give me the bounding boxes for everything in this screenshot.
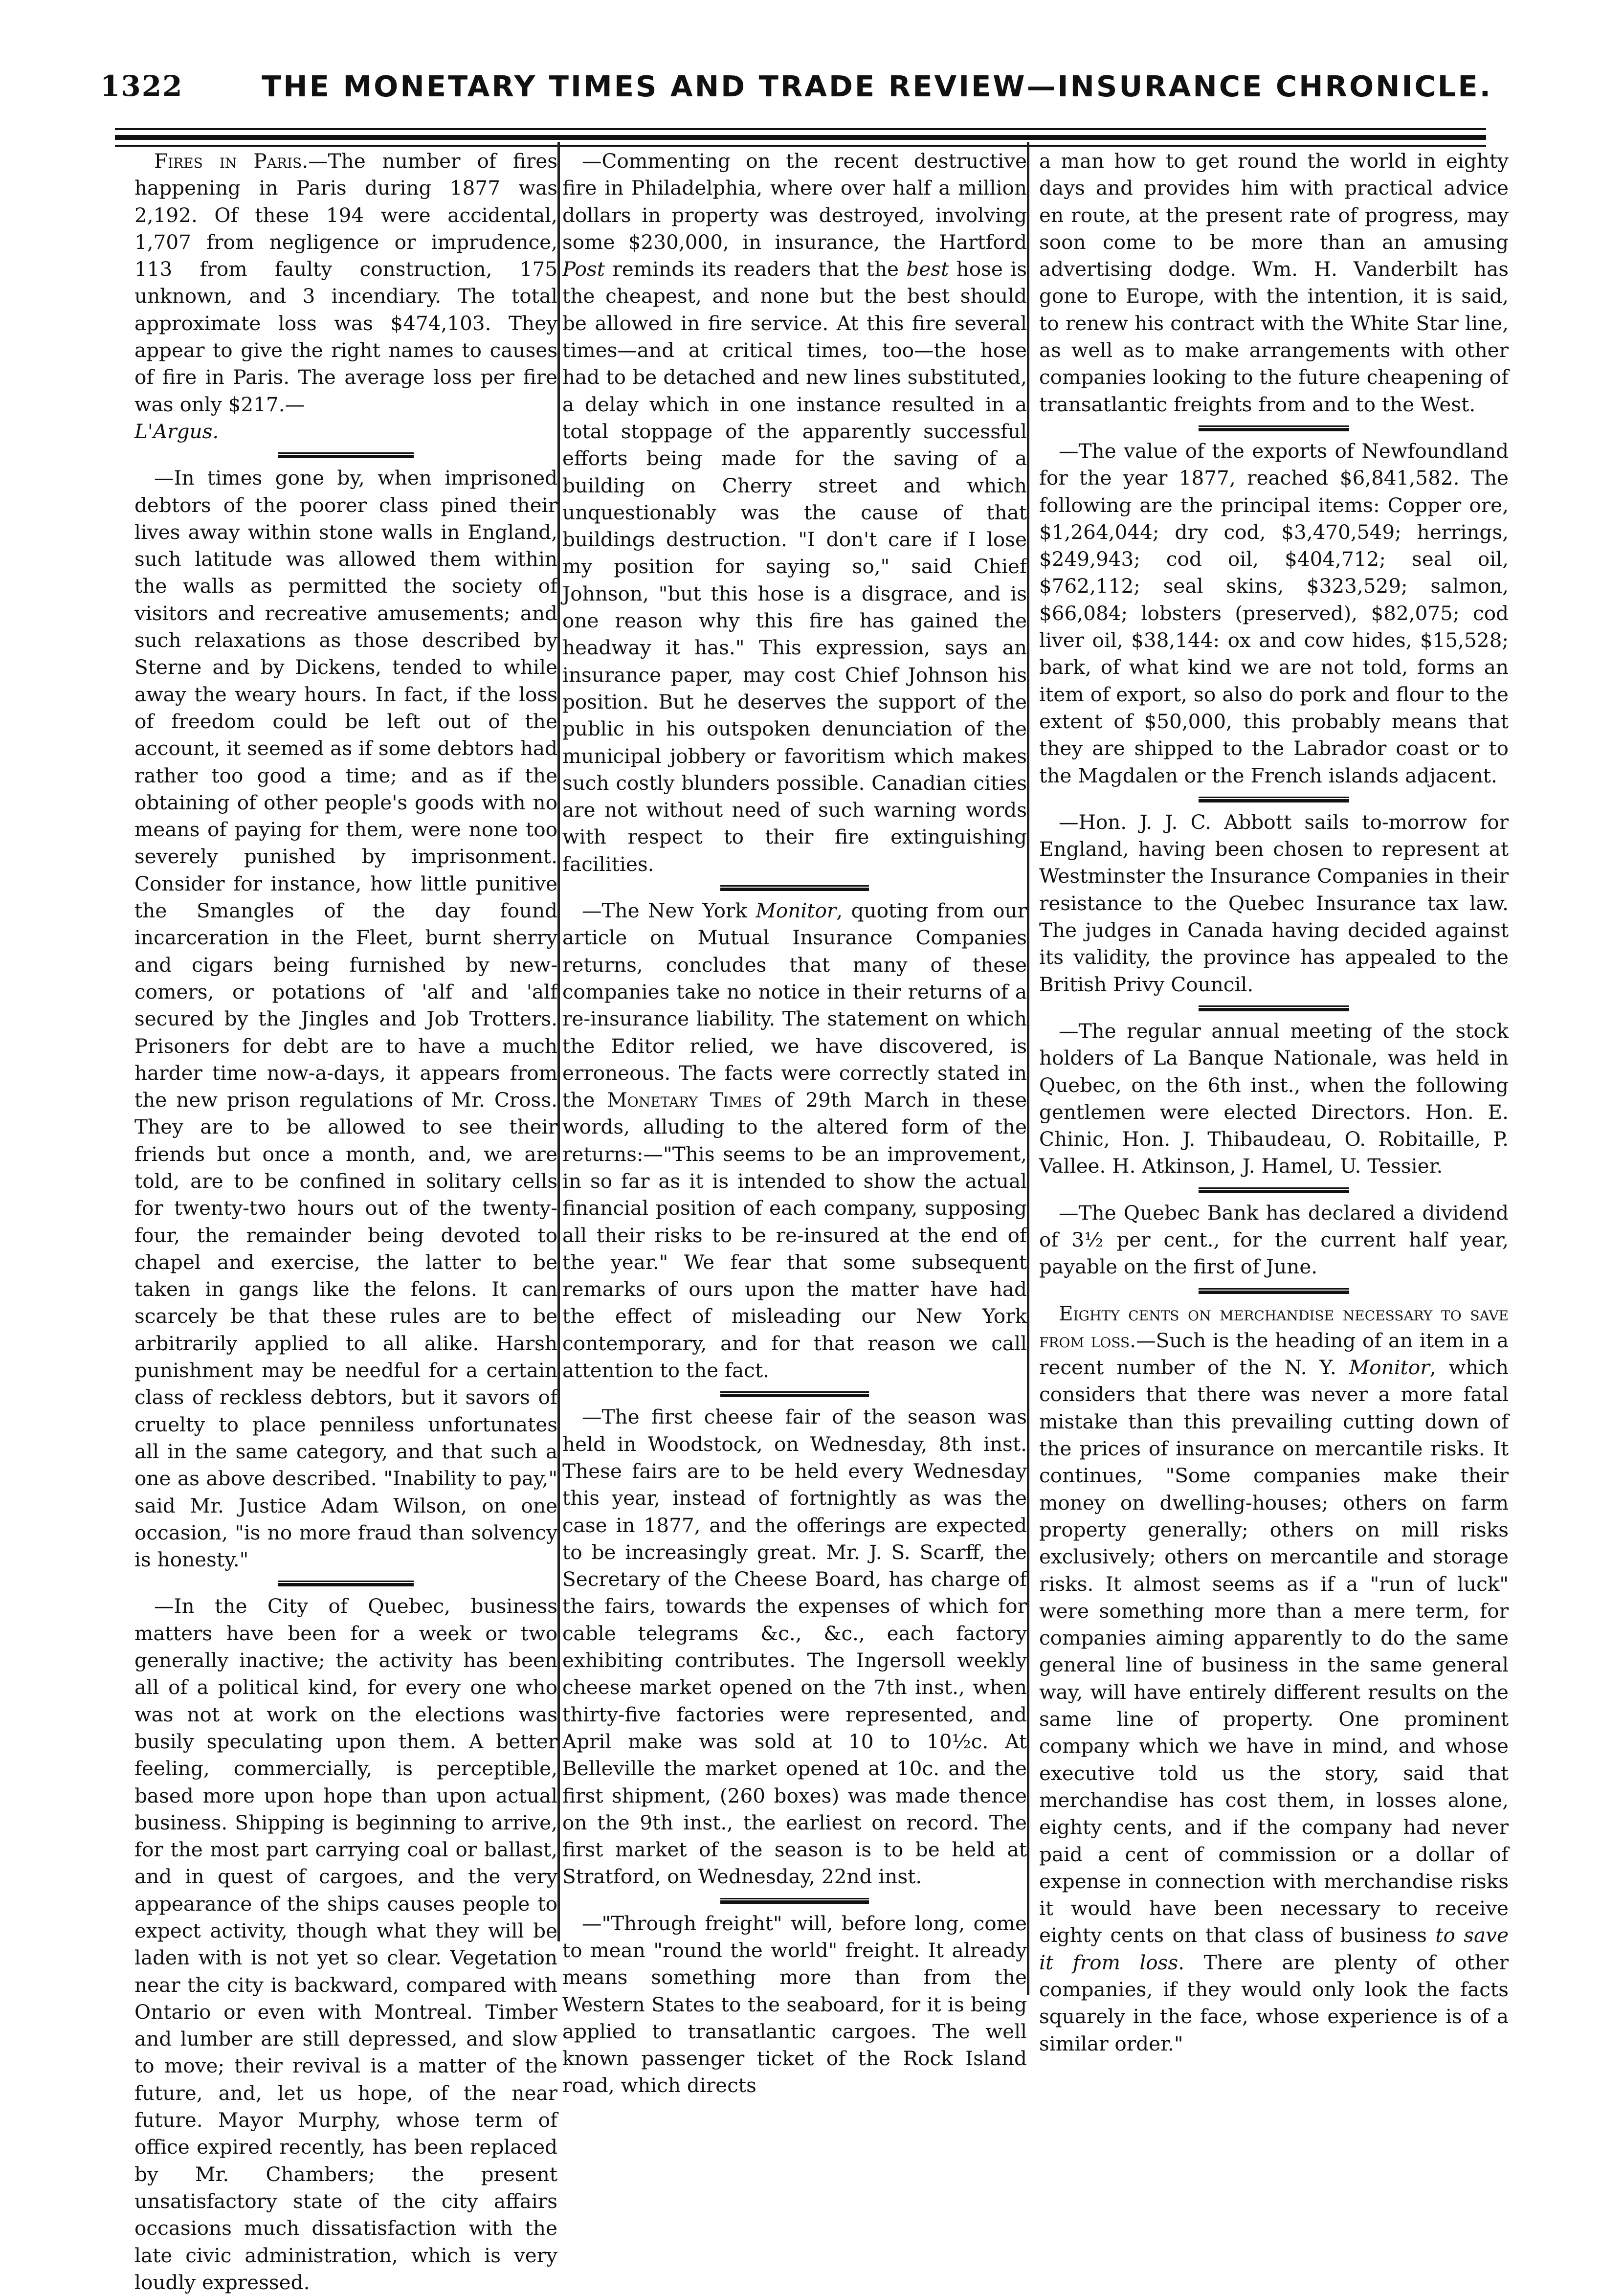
- column-divider: [1027, 142, 1029, 1995]
- article-city-of-quebec: —In the City of Quebec, business matters have been for a week or two generally inactive; the activity has been all of a political kind, for every one who was not at work on the elections was busily speculating upon them. A better feeling, commercially, is perceptible, based more upon hope than upon actual business. Shipping is beginning to arrive, for the most part carrying coal or ballast, and in quest of cargoes, and the very appearance of the ships causes people to expect activity, though what they will be laden with is not yet so clear. Vegetation near the city is backward, compared with Ontario or even with Montreal. Timber and lumber are still depressed, and slow to move; their revival is a matter of the future, and, let us hope, of the near future. Mayor Murphy, whose term of office expired recently, has been replaced by Mr. Chambers; the present unsatisfactory state of the city affairs occasions much dissatisfaction with the late civic administration, which is very loudly expressed.: [134, 1594, 557, 2294]
- article-abbott: —Hon. J. J. C. Abbott sails to-morrow for England, having been chosen to represent at Westminster the Insurance Companies in their resistance to the Quebec Insurance tax law. The judges in Canada having decided against its validity, the province has appealed to the British Privy Council.: [1039, 810, 1509, 996]
- article-new-york-monitor: [562, 897, 1027, 1384]
- article-text: of 29th March in these words, alluding to the altered form of the returns:—"This seems to be an improvement, in so far as it is intended to show the actual financial position of each company, supposing all their risks to be re-insured at the end of the year." We fear that some subsequent remarks of ours upon the matter have had the effect of misleading our New York contemporary, and for that reason we call attention to the fact.: [562, 1088, 1027, 1382]
- article-body: —The number of fires happening in Paris during 1877 was 2,192. Of these 194 were accidental, 1,707 from negligence or imprudence, 113 from faulty construction, 175 unknown, and 3 incendiary. The total approximate loss was $474,103. They appear to give the right names to causes of fire in Paris. The average loss per fire was only $217.—: [134, 149, 558, 416]
- article-newfoundland-exports: —The value of the exports of Newfoundland for the year 1877, reached $6,841,582. The following are the principal items: Copper ore, $1,264,044; dry cod, $3,470,549; herrings, $249,943; cod oil, $404,712; seal oil, $762,112; seal skins, $323,529; salmon, $66,084; lobsters (preserved), $82,075; cod liver oil, $38,144: ox and cow hides, $15,528; bark, of what kind we are not told, forms an item of export, so also do pork and flour to the extent of $50,000, this probably means that they are shipped to the Labrador coast or to the Magdalen or the French islands adjacent.: [1039, 439, 1509, 787]
- page-number: 1322: [100, 69, 183, 103]
- header-rule: [115, 135, 1486, 140]
- article-separator: [562, 1384, 1027, 1404]
- article-text-italic: to save it from loss: [1039, 1923, 1509, 1974]
- article-separator: [1039, 789, 1509, 809]
- article-separator: [1039, 1180, 1509, 1200]
- article-separator: [562, 1891, 1027, 1910]
- column-divider: [557, 142, 560, 1941]
- article-separator: [1039, 998, 1509, 1018]
- article-text: reminds its readers that the: [605, 257, 907, 281]
- column-2: [562, 148, 1027, 2099]
- journal-title: THE MONETARY TIMES AND TRADE REVIEW—INSURANCE CHRONICLE.: [262, 69, 1493, 103]
- article-text: —Such is the heading of an item in a recent number of the N. Y.: [1039, 1328, 1509, 1380]
- article-text: —Commenting on the recent destructive fire in Philadelphia, where over half a million dollars in property was destroyed, involving some $230,000, in insurance, the Hartford: [562, 149, 1027, 254]
- article-text-smallcaps: Monetary Times: [607, 1088, 762, 1112]
- article-separator: [134, 445, 557, 465]
- column-1: [134, 148, 557, 2296]
- header-rule: [115, 128, 1486, 130]
- article-text: , which considers that there was never a more fatal mistake than this prevailing cutting down of the prices of insurance on mercantile risks. It continues, "Some companies make their money on dwelling-houses; others on farm property generally; others on mill risks exclusively; others on mercantile and storage risks. It almost seems as if a "run of luck" were something more than a mere term, for companies aiming apparently to do the same general line of business in the same general way, will have entirely different results on the same line of property. One prominent company which we have in mind, and whose executive told us the story, said that merchandise has cost them, in losses alone, eighty cents, and if the company had never paid a cent of commission or a dollar of expense in connection with merchandise risks it would have been necessary to receive eighty cents on that class of business: [1039, 1356, 1509, 1947]
- article-imprisoned-debtors: —In times gone by, when imprisoned debtors of the poorer class pined their lives away within stone walls in England, such latitude was allowed them within the walls as permitted the society of visitors and recreative amusements; and such relaxations as those described by Sterne and by Dickens, tended to while away the weary hours. In fact, if the loss of freedom could be left out of the account, it seemed as if some debtors had rather too good a time; and as if the obtaining of other people's goods with no means of paying for them, were none too severely punished by imprisonment. Consider for instance, how little punitive the Smangles of the day found incarceration in the Fleet, burnt sherry and cigars being furnished by new-comers, or potations of 'alf and 'alf secured by the Jingles and Job Trotters. Prisoners for debt are to have a much harder time now-a-days, it appears from the new prison regulations of Mr. Cross. They are to be allowed to see their friends but once a month, and, we are told, are to be confined in solitary cells for twenty-two hours out of the twenty-four, the remainder being devoted to chapel and exercise, the latter to be taken in gangs like the felons. It can scarcely be that these rules are to be arbitrarily applied to all alike. Harsh punishment may be needful for a certain class of reckless debtors, but it savors of cruelty to place penniless unfortunates all in the same category, and that such a one as above described. "Inability to pay," said Mr. Justice Adam Wilson, on one occasion, "is no more fraud than solvency is honesty.": [134, 466, 557, 1572]
- article-cheese-fair: —The first cheese fair of the season was held in Woodstock, on Wednesday, 8th inst. These fairs are to be held every Wednesday this year, instead of fortnightly as was the case in 1877, and the offerings are expected to be increasingly great. Mr. J. S. Scarff, the Secretary of the Cheese Board, has charge of the fairs, towards the expenses of which for cable telegrams &c., &c., each factory exhibiting contributes. The Ingersoll weekly cheese market opened on the 7th inst., when thirty-five factories were represented, and April make was sold at 10 to 10½c. At Belleville the market opened at 10c. and the first shipment, (260 boxes) was made thence on the 9th inst., the earliest on record. The first market of the season is to be held at Stratford, on Wednesday, 22nd inst.: [562, 1405, 1027, 1889]
- column-3: [1039, 148, 1509, 2057]
- article-philadelphia-fire: [562, 148, 1027, 878]
- article-text: . There are plenty of other companies, if they would only look the facts squarely in the face, whose experience is of a similar order.": [1039, 1950, 1509, 2055]
- article-text: —The New York: [582, 899, 756, 923]
- article-heading: Eighty cents on merchandise necessary to save from loss.: [1039, 1301, 1509, 1352]
- article-eighty-cents: [1039, 1300, 1509, 2057]
- article-separator: [562, 878, 1027, 897]
- article-heading: Fires in Paris.: [154, 149, 309, 173]
- article-text-italic: best: [906, 257, 949, 281]
- article-text: hose is the cheapest, and none but the best should be allowed in fire service. At this fire several times—and at critical times, too—the hose had to be detached and new lines substituted, a delay which in one instance resulted in a total stoppage of the apparently successful efforts being made for the saving of a building on Cherry street and which unquestionably was the cause of that buildings destruction. "I don't care if I lose my position for saying so," said Chief Johnson, "but this hose is a disgrace, and is one reason why this fire has gained the headway it has." This expression, says an insurance paper, may cost Chief Johnson his position. But he deserves the support of the public in his outspoken denunciation of the municipal jobbery or favoritism which makes such costly blunders possible. Canadian cities are not without need of such warning words with respect to their fire extinguishing facilities.: [562, 257, 1027, 876]
- article-through-freight-continued: a man how to get round the world in eighty days and provides him with practical advice en route, at the present rate of progress, may soon come to be more than an amusing advertising dodge. Wm. H. Vanderbilt has gone to Europe, with the intention, it is said, to renew his contract with the White Star line, as well as to make arrangements with other companies looking to the future cheapening of transatlantic freights from and to the West.: [1039, 149, 1509, 416]
- article-separator: [134, 1573, 557, 1593]
- article-separator: [1039, 1281, 1509, 1300]
- header-rule: [115, 145, 1486, 147]
- article-text-italic: Post: [562, 257, 605, 281]
- article-source: L'Argus.: [134, 419, 219, 443]
- article-text-italic: Monitor: [756, 899, 837, 923]
- article-banque-nationale: —The regular annual meeting of the stock holders of La Banque Nationale, was held in Quebec, on the 6th inst., when the following gentlemen were elected Directors. Hon. E. Chinic, Hon. J. Thibaudeau, O. Robitaille, P. Vallee. H. Atkinson, J. Hamel, U. Tessier.: [1039, 1019, 1509, 1178]
- article-through-freight: —"Through freight" will, before long, come to mean "round the world" freight. It already means something more than from the Western States to the seaboard, for it is being applied to transatlantic cargoes. The well known passenger ticket of the Rock Island road, which directs: [562, 1911, 1027, 2097]
- article-separator: [1039, 418, 1509, 438]
- article-quebec-bank: —The Quebec Bank has declared a dividend of 3½ per cent., for the current half year, payable on the first of June.: [1039, 1201, 1509, 1279]
- article-text: , quoting from our article on Mutual Insurance Companies returns, concludes that many of these companies take no notice in their returns of a re-insurance liability. The statement on which the Editor relied, we have discovered, is erroneous. The facts were correctly stated in the: [562, 899, 1027, 1112]
- masthead: [100, 69, 1499, 116]
- article-text-italic: Monitor: [1349, 1356, 1430, 1380]
- article-fires-in-paris: [134, 148, 557, 445]
